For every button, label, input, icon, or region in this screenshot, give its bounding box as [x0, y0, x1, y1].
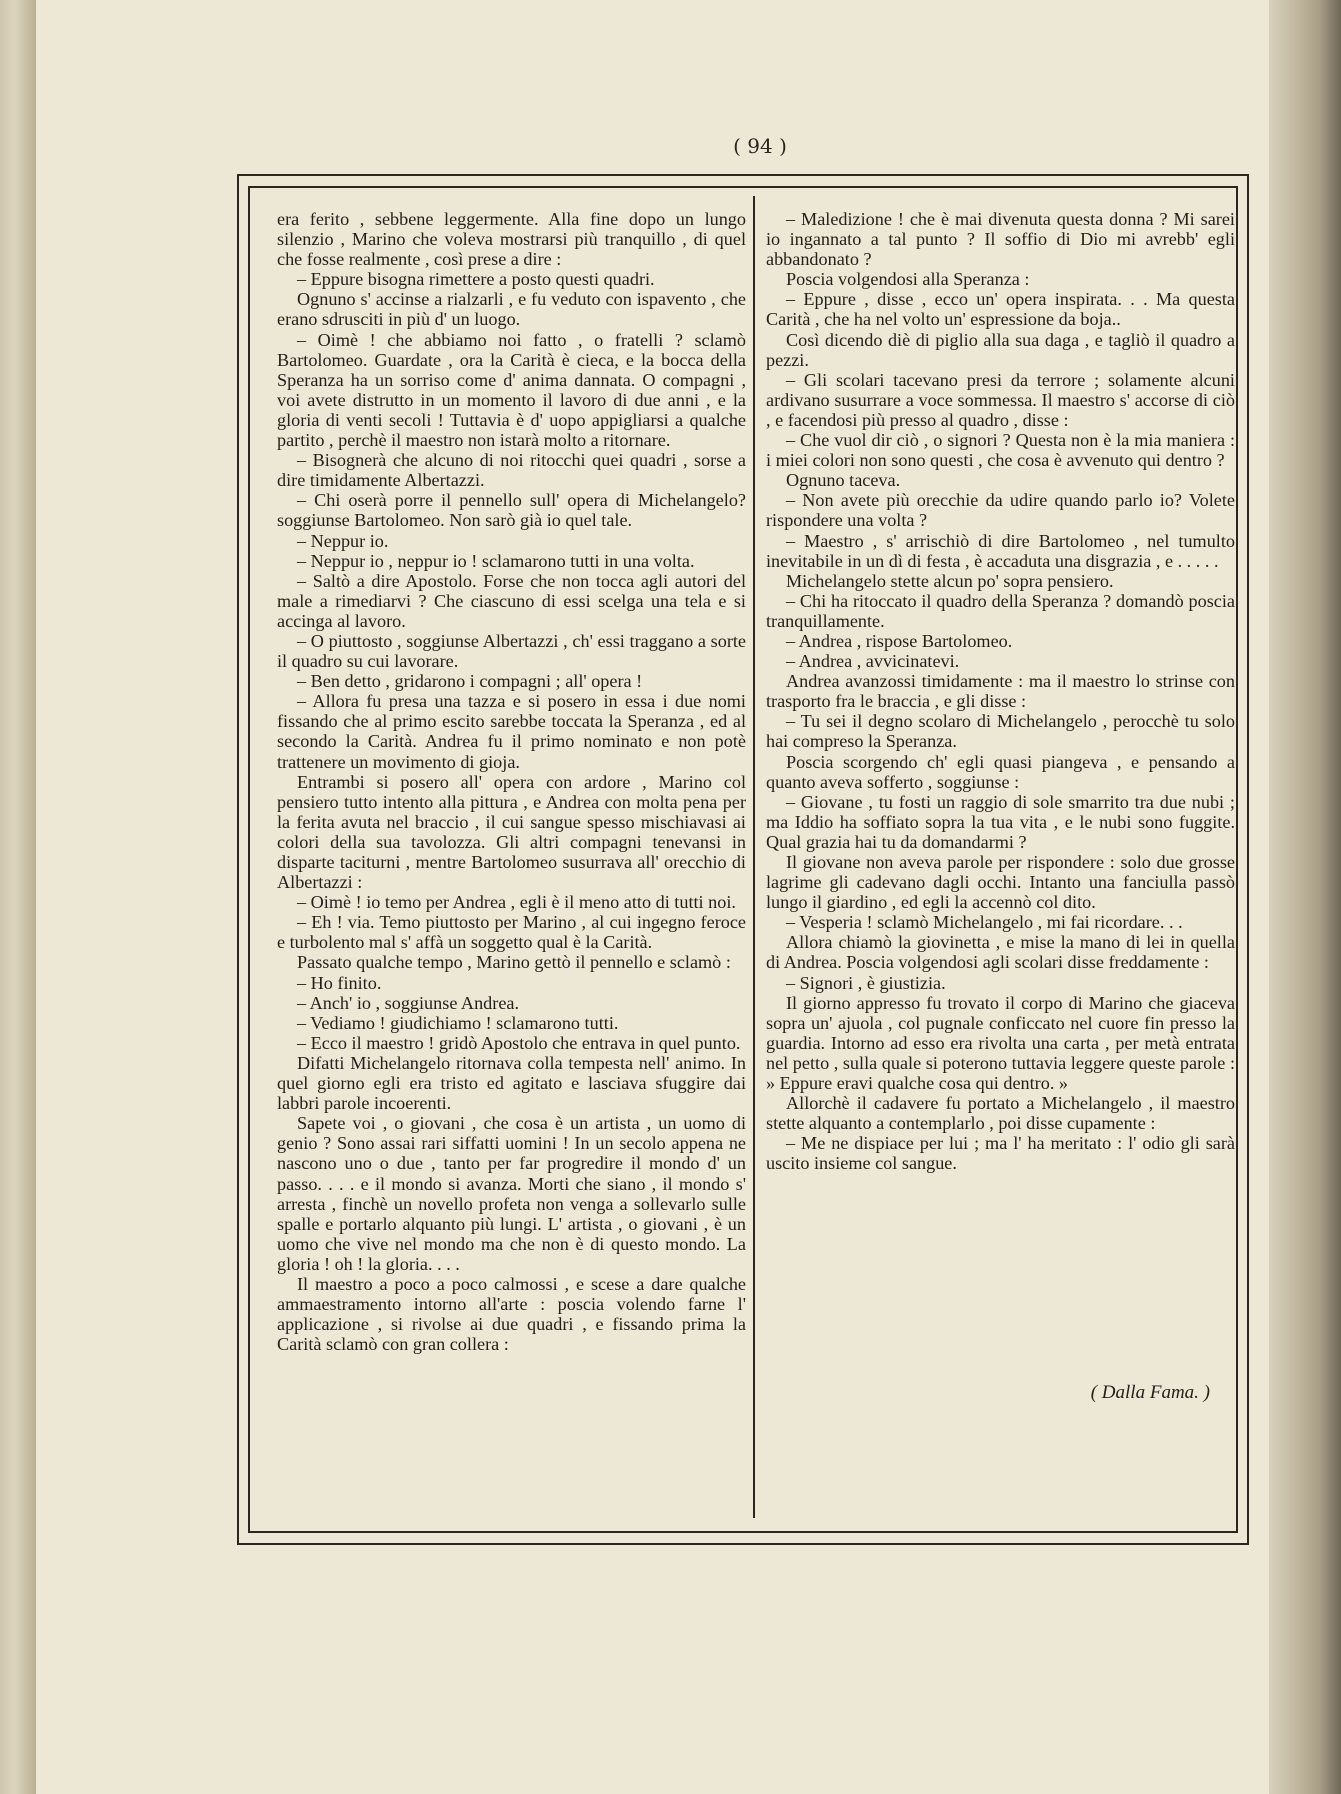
paragraph: – Andrea , rispose Bartolomeo. — [786, 630, 1013, 651]
paragraph: – Che vuol dir ciò , o signori ? Questa non è la mia maniera : i miei colori non sono questi , che cosa è avvenuto qui dentro ? — [766, 430, 1235, 471]
paragraph: – Maestro , s' arrischiò di dire Bartolomeo , nel tumulto inevitabile in un dì di festa , è accaduta una disgrazia , e . . . . . — [766, 530, 1235, 571]
paragraph: – O piuttosto , soggiunse Albertazzi , ch' essi traggano a sorte il quadro su cui lavorare. — [277, 630, 746, 672]
paragraph: era ferito , sebbene leggermente. Alla fine dopo un lungo silenzio , Marino che voleva mostrarsi più tranquillo , di quel che fosse realmente , così prese a dire : — [277, 209, 746, 270]
paragraph: – Neppur io. — [297, 530, 389, 551]
paragraph: – Eppure , disse , ecco un' opera inspirata. . . Ma questa Carità , che ha nel volto un' espressione da boja.. — [766, 289, 1235, 330]
paragraph: – Saltò a dire Apostolo. Forse che non tocca agli autori del male a rimediarvi ? Che ciascuno di essi scelga una tela e si accinga al lavoro. — [277, 570, 746, 631]
paragraph: Michelangelo stette alcun po' sopra pensiero. — [786, 570, 1114, 591]
page-edge — [1269, 0, 1341, 1794]
paragraph: Ognuno s' accinse a rialzarli , e fu veduto con ispavento , che erano sdrusciti in più d' un luogo. — [277, 289, 746, 330]
paragraph: – Neppur io , neppur io ! sclamarono tutti in una volta. — [297, 550, 695, 571]
paragraph: Sapete voi , o giovani , che cosa è un artista , un uomo di genio ? Sono assai rari siffatti uomini ! In un secolo appena ne nascono uno o due , tanto per far progredire il mondo d' un passo. . . . e il mondo si avanza. Morti che siano , il mondo s' arresta , finchè un novello profeta non venga a sollevarlo sulle spalle e portarlo alquanto più lungi. L' artista , o giovani , è un uomo che vive nel mondo ma che non è di questo mondo. La gloria ! oh ! la gloria. . . . — [277, 1113, 746, 1274]
paragraph: – Chi ha ritoccato il quadro della Speranza ? domandò poscia tranquillamente. — [766, 590, 1235, 631]
paragraph: – Eppure bisogna rimettere a posto questi quadri. — [297, 269, 655, 290]
paragraph: – Bisognerà che alcuno di noi ritocchi quei quadri , sorse a dire timidamente Albertazzi. — [277, 450, 746, 491]
paragraph: – Chi oserà porre il pennello sull' opera di Michelangelo? soggiunse Bartolomeo. Non sarò già io quel tale. — [277, 490, 746, 531]
book-binding — [0, 0, 36, 1794]
paragraph: – Signori , è giustizia. — [786, 972, 946, 993]
page-number: ( 94 ) — [733, 134, 787, 158]
paragraph: – Non avete più orecchie da udire quando parlo io? Volete rispondere una volta ? — [766, 490, 1235, 531]
paragraph: Poscia volgendosi alla Speranza : — [786, 269, 1030, 290]
column-divider — [753, 196, 755, 1518]
paragraph: Così dicendo diè di piglio alla sua daga , e tagliò il quadro a pezzi. — [766, 329, 1235, 370]
paragraph: – Andrea , avvicinatevi. — [786, 651, 960, 672]
paragraph: Il maestro a poco a poco calmossi , e scese a dare qualche ammaestramento intorno all'arte : poscia volendo farne l' applicazione , si rivolse ai due quadri , e fissando prima la Carità sclamò con gran collera : — [277, 1273, 746, 1355]
source-attribution: ( Dalla Fama. ) — [1090, 1382, 1210, 1403]
paragraph: – Tu sei il degno scolaro di Michelangelo , perocchè tu solo hai compreso la Speranza. — [766, 711, 1235, 752]
right-column — [766, 209, 1235, 1174]
paragraph: – Maledizione ! che è mai divenuta questa donna ? Mi sarei io ingannato a tal punto ? Il soffio di Dio mi avrebb' egli abbandonato ? — [766, 209, 1235, 270]
paragraph: – Ben detto , gridarono i compagni ; all' opera ! — [297, 671, 643, 692]
paragraph: Passato qualche tempo , Marino gettò il pennello e sclamò : — [297, 952, 731, 973]
paragraph: Il giorno appresso fu trovato il corpo di Marino che giaceva sopra un' ajuola , col pugnale conficcato nel cuore fin presso la guardia. Intorno ad esso era rivolta una carta , per metà entrata nel petto , sulla quale si poterono tuttavia leggere queste parole : » Eppure eravi qualche cosa qui dentro. » — [766, 992, 1235, 1094]
paragraph: – Oimè ! che abbiamo noi fatto , o fratelli ? sclamò Bartolomeo. Guardate , ora la Carità è cieca, e la bocca della Speranza ha un sorriso come d' anima dannata. O compagni , voi avete distrutto in un momento il lavoro di due anni , e la gloria di venti secoli ! Tuttavia è d' uopo appigliarsi a qualche partito , perchè il maestro non istarà molto a ritornare. — [277, 329, 746, 451]
paragraph: – Me ne dispiace per lui ; ma l' ha meritato : l' odio gli sarà uscito insieme col sangue. — [766, 1133, 1235, 1174]
paragraph: Allora chiamò la giovinetta , e mise la mano di lei in quella di Andrea. Poscia volgendosi agli scolari disse freddamente : — [766, 932, 1235, 973]
paragraph: – Anch' io , soggiunse Andrea. — [297, 992, 520, 1013]
paragraph: – Gli scolari tacevano presi da terrore ; solamente alcuni ardivano susurrare a voce sommessa. Il maestro s' accorse di ciò , e facendosi più presso al quadro , disse : — [766, 369, 1235, 430]
paragraph: Entrambi si posero all' opera con ardore , Marino col pensiero tutto intento alla pittura , e Andrea con molta pena per la ferita avuta nel braccio , il cui sangue spesso mischiavasi ai colori della sua tavolozza. Gli altri compagni tenevansi in disparte taciturni , mentre Bartolomeo susurrava all' orecchio di Albertazzi : — [277, 771, 746, 893]
paragraph: – Oimè ! io temo per Andrea , egli è il meno atto di tutti noi. — [297, 892, 736, 913]
paragraph: – Ho finito. — [297, 972, 382, 993]
paragraph: – Giovane , tu fosti un raggio di sole smarrito tra due nubi ; ma Iddio ha soffiato sopra la tua vita , e le nubi sono fuggite. Qual grazia hai tu da domandarmi ? — [766, 791, 1235, 852]
paragraph: – Allora fu presa una tazza e si posero in essa i due nomi fissando che al primo escito sarebbe toccata la Speranza , ed al secondo la Carità. Andrea fu il primo nominato e non potè trattenere un movimento di gioja. — [277, 691, 746, 772]
paragraph: Poscia scorgendo ch' egli quasi piangeva , e pensando a quanto aveva sofferto , soggiunse : — [766, 751, 1235, 792]
paragraph: Il giovane non aveva parole per rispondere : solo due grosse lagrime gli cadevano dagli occhi. Intanto una fanciulla passò lungo il giardino , ed egli la accennò col dito. — [766, 852, 1235, 913]
paragraph: – Eh ! via. Temo piuttosto per Marino , al cui ingegno feroce e turbolento mal s' affà un soggetto qual è la Carità. — [277, 912, 746, 953]
paragraph: – Vediamo ! giudichiamo ! sclamarono tutti. — [297, 1012, 619, 1033]
paragraph: – Vesperia ! sclamò Michelangelo , mi fai ricordare. . . — [786, 912, 1183, 933]
paragraph: Allorchè il cadavere fu portato a Michelangelo , il maestro stette alquanto a contemplarlo , poi disse cupamente : — [766, 1093, 1235, 1134]
paragraph: Andrea avanzossi timidamente : ma il maestro lo strinse con trasporto fra le braccia , e gli disse : — [766, 671, 1235, 712]
paragraph: Ognuno taceva. — [786, 470, 901, 491]
left-column — [277, 209, 746, 1354]
paragraph: – Ecco il maestro ! gridò Apostolo che entrava in quel punto. — [297, 1032, 741, 1053]
paragraph: Difatti Michelangelo ritornava colla tempesta nell' animo. In quel giorno egli era tristo ed agitato e lasciava sfuggire dai labbri parole incoerenti. — [277, 1052, 746, 1114]
